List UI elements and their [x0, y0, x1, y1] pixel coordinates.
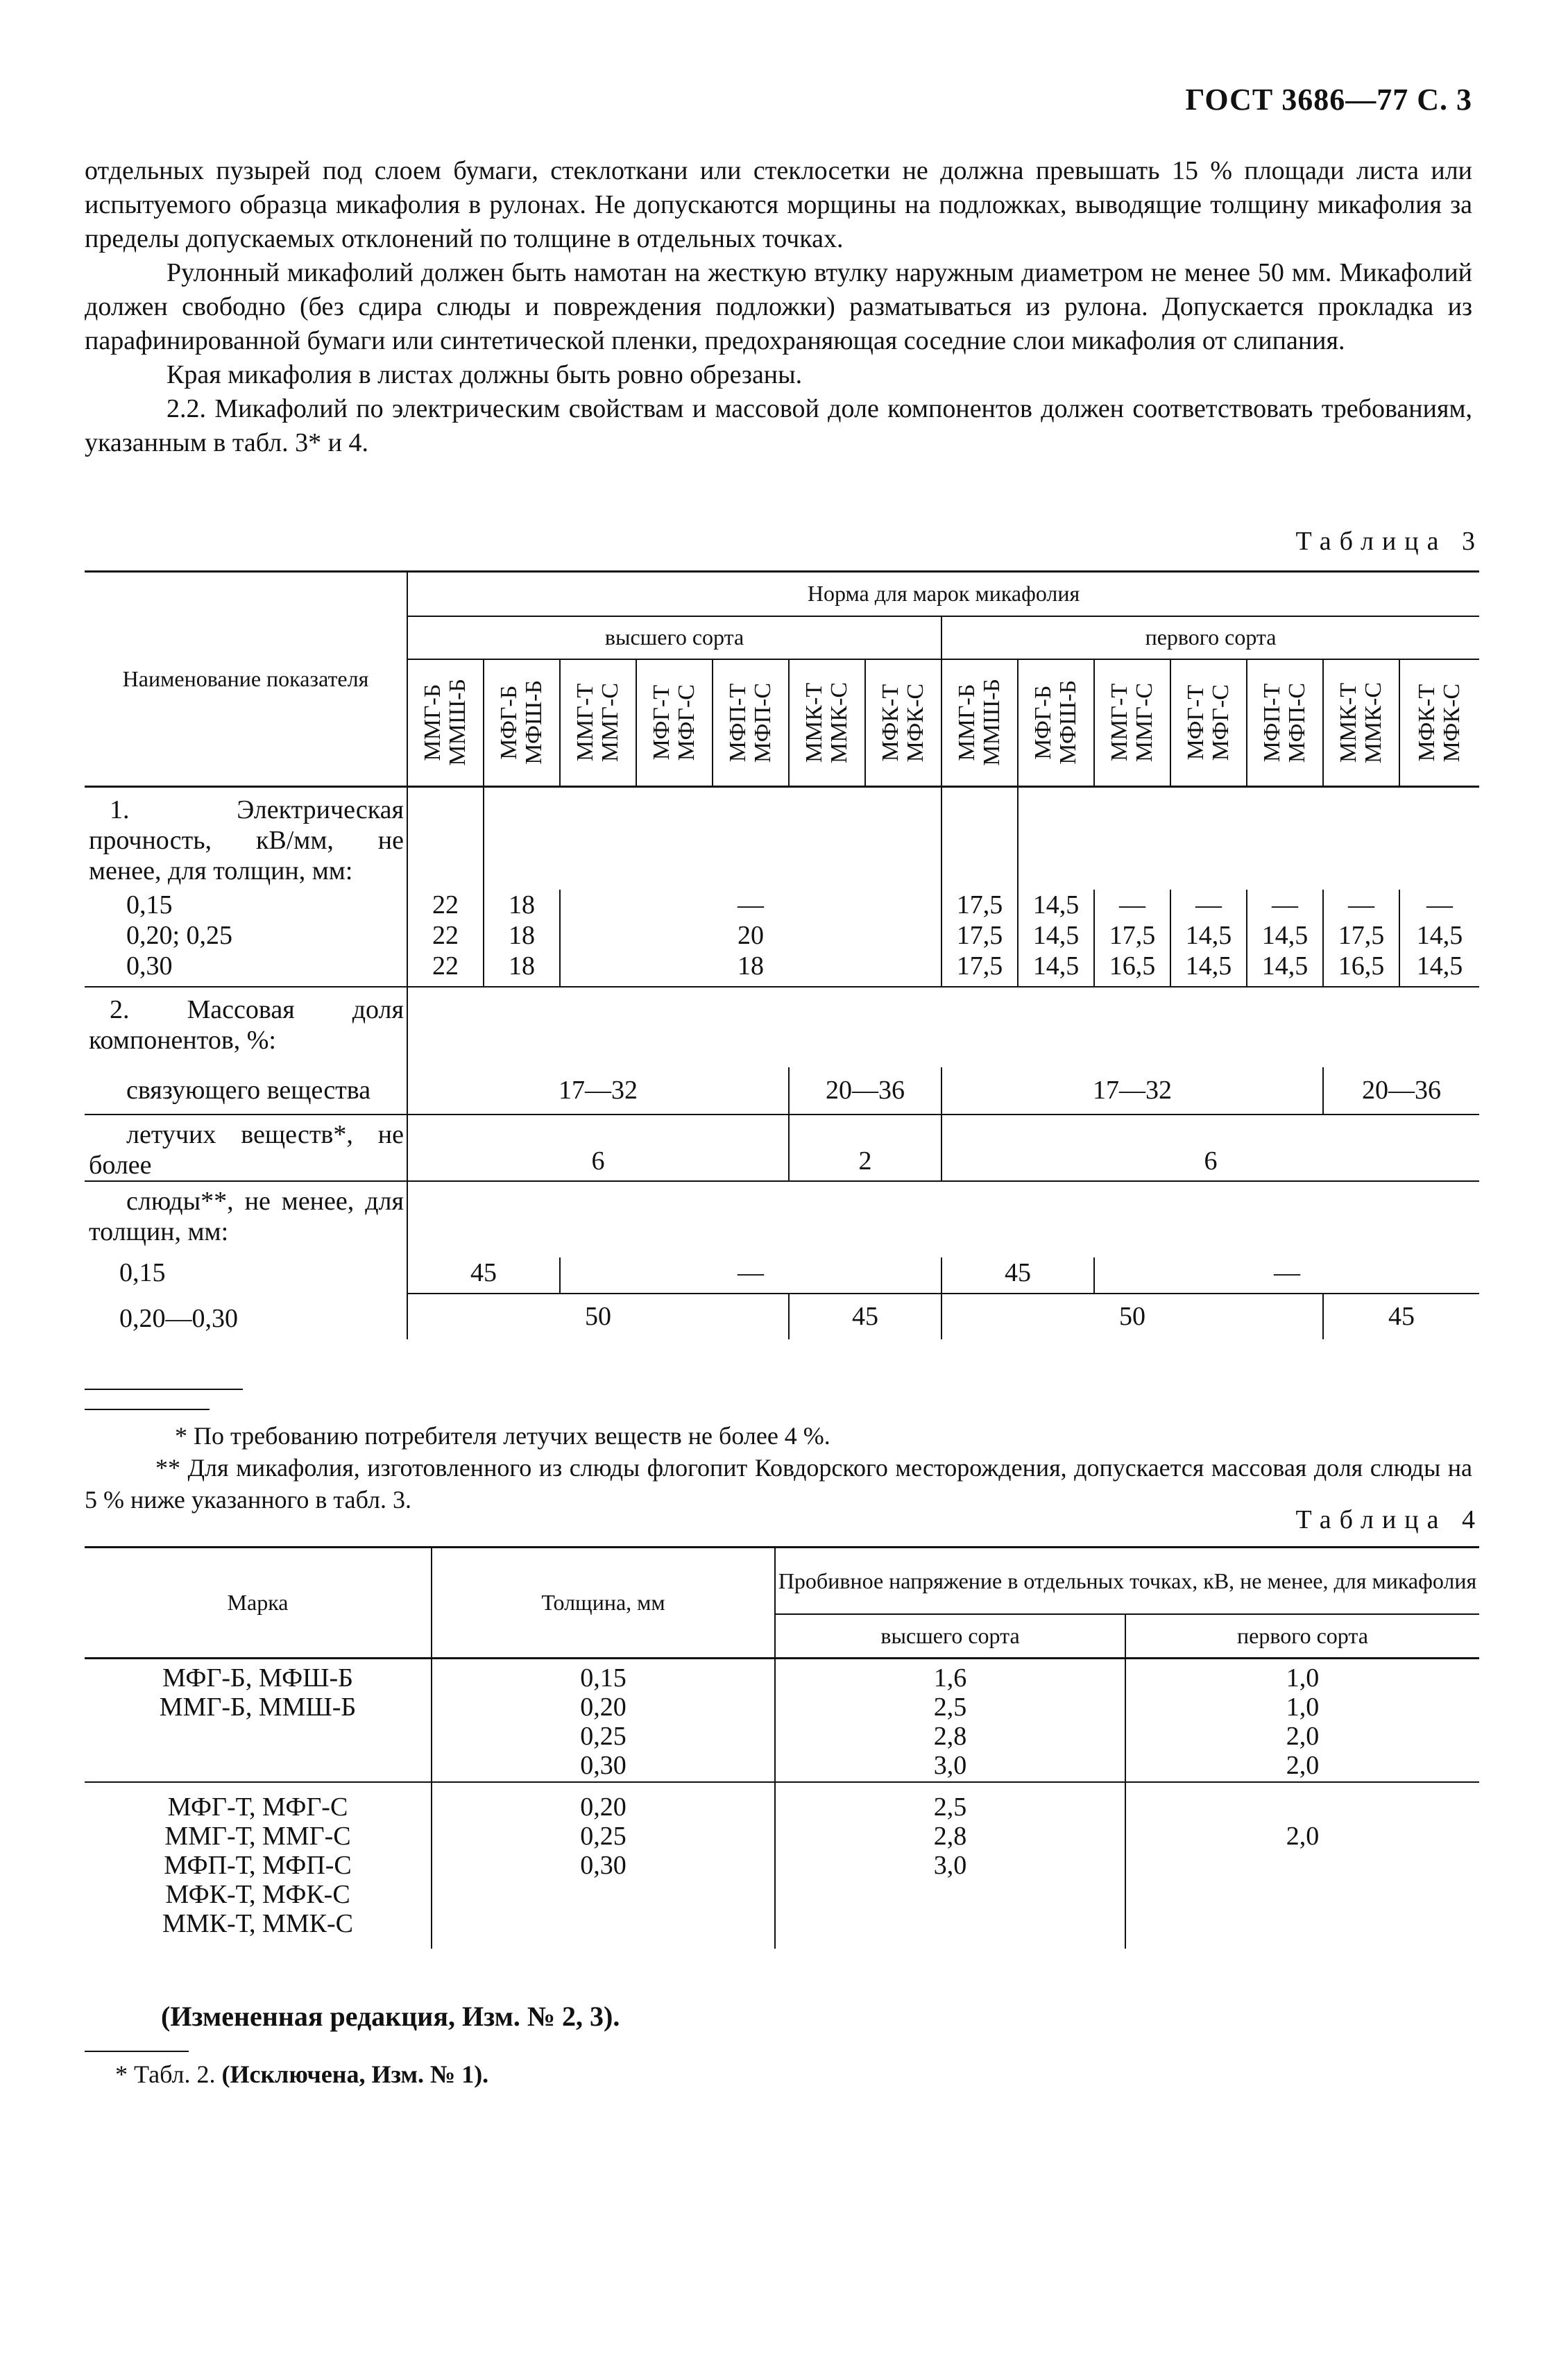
t3-mark-label: МФК-Т МФК-С — [878, 683, 928, 762]
t3-cell: 45 — [407, 1257, 560, 1294]
t4-mark-header: Марка — [85, 1548, 432, 1659]
t3-mark-label: МФГ-Б МФШ-Б — [1030, 680, 1081, 765]
t3-cell: 17—32 — [559, 1076, 638, 1105]
t3-grade-first: первого сорта — [941, 616, 1479, 659]
bottom-footnote-separator — [85, 2051, 189, 2052]
t3-cell: 18 — [509, 951, 535, 981]
t3-mica-label-text: слюды**, не менее, для толщин, мм: — [89, 1186, 404, 1246]
t3-cell: — — [560, 1257, 941, 1294]
t3-norm-header: Норма для марок микафолия — [407, 572, 1479, 616]
t4-voltage-header: Пробивное напряжение в отдельных точках, кВ, не менее, для микафолия — [775, 1548, 1479, 1614]
t3-mark-header — [407, 659, 484, 787]
t3-mark-label: МФГ-Б МФШ-Б — [496, 680, 547, 765]
t4-mark: ММК-Т, ММК-С — [162, 1908, 353, 1938]
t3-cell: 20 — [560, 920, 941, 951]
t4-cell: 0,15 — [580, 1663, 627, 1693]
t3-param-header — [85, 572, 407, 787]
t4-mark: МФП-Т, МФП-С — [164, 1850, 352, 1880]
t3-row1-title-text: 1. Электрическая прочность, кВ/мм, не менее, для толщин, мм: — [89, 795, 404, 885]
t4-cell: 0,25 — [580, 1821, 627, 1851]
t4-group2-thick — [432, 1782, 775, 1949]
t3-cell: 17,5 — [941, 920, 1018, 951]
t4-cell: 2,0 — [1286, 1722, 1320, 1751]
t3-cell: 50 — [941, 1294, 1323, 1339]
t4-mark: МФГ-Т, МФГ-С — [167, 1792, 348, 1822]
t3-cell: 14,5 — [1170, 920, 1247, 951]
t3-mark-header — [1399, 659, 1479, 787]
t3-cell: 45 — [941, 1257, 1094, 1294]
t3-mark-header — [1247, 659, 1323, 787]
t4-cell: 3,0 — [933, 1850, 967, 1880]
t4-cell: 0,25 — [580, 1722, 627, 1751]
t3-cell: 14,5 — [1018, 951, 1094, 987]
t3-row2-title-text: 2. Массовая доля компонентов, %: — [89, 994, 404, 1055]
footnote-separator — [85, 1409, 210, 1410]
t4-thick-header: Толщина, мм — [432, 1548, 775, 1659]
t3-mark-header — [1094, 659, 1170, 787]
t3-grade-high: высшего сорта — [407, 616, 941, 659]
t3-row2-title — [85, 987, 407, 1067]
t3-cell: 14,5 — [1018, 920, 1094, 951]
t3-mark-label: ММГ-Б ММШ-Б — [954, 679, 1005, 767]
t3-cell: 45 — [789, 1294, 941, 1339]
t3-cell: 14,5 — [1416, 951, 1463, 981]
t4-cell: 0,20 — [580, 1693, 627, 1722]
t4-mark: ММГ-Т, ММГ-С — [164, 1821, 351, 1851]
paragraph-2: Рулонный микафолий должен быть намотан на жесткую втулку наружным диаметром не менее 50 мм. Микафолий должен свободно (без сдира слюды и повреждения подложки) разматываться из рулона. Допускается прокладка из парафинированной бумаги или синтетической пленки, предохраняющая соседние слои микафолия от слипания. — [85, 258, 1472, 355]
t3-cell: — — [1426, 890, 1454, 919]
t4-cell: 2,8 — [933, 1722, 967, 1751]
t4-cell: 0,30 — [580, 1850, 627, 1880]
table3 — [85, 570, 1479, 1339]
t3-cell: — — [1247, 890, 1323, 920]
t4-cell: 1,0 — [1286, 1663, 1320, 1693]
t3-cell: 17,5 — [941, 890, 1018, 920]
t3-cell: 14,5 — [1018, 890, 1094, 920]
page-header: ГОСТ 3686—77 С. 3 — [1185, 83, 1472, 117]
t3-cell: 17—32 — [1093, 1076, 1172, 1105]
bottom-footnote — [115, 2058, 488, 2090]
t3-cell: 22 — [407, 920, 484, 951]
t3-mark-header — [713, 659, 789, 787]
t3-cell: 18 — [509, 920, 535, 950]
t3-cell: 18 — [560, 951, 941, 987]
t3-cell: — — [1274, 1257, 1301, 1287]
t3-cell: 20—36 — [1323, 1067, 1479, 1115]
t3-mark-label: МФК-Т МФК-С — [1414, 683, 1465, 762]
t3-thick-1: 0,15 — [85, 890, 407, 920]
t3-mark-header — [865, 659, 941, 787]
t4-group1-first — [1125, 1659, 1479, 1782]
t3-cell: 6 — [407, 1115, 789, 1181]
t3-mark-header — [941, 659, 1018, 787]
revision-note: (Измененная редакция, Изм. № 2, 3). — [161, 2001, 620, 2032]
t4-group2-high — [775, 1782, 1125, 1949]
t4-cell: 2,0 — [1286, 1751, 1320, 1780]
t3-mark-label: МФП-Т МФП-С — [1259, 682, 1310, 763]
bottom-footnote-prefix: * Табл. 2. — [115, 2060, 222, 2088]
paragraph-3: Края микафолия в листах должны быть ровно обрезаны. — [167, 360, 803, 389]
paragraph-1: отдельных пузырей под слоем бумаги, стеклоткани или стеклосетки не должна превышать 15 % площади листа или испытуемого образца микафолия в рулонах. Не допускаются морщины на подложках, выводящие толщину микафолия за пределы допускаемых отклонений по толщине в отдельных точках. — [85, 156, 1472, 253]
t4-group1-marks — [85, 1659, 432, 1782]
t3-mark-header — [560, 659, 636, 787]
t3-cell: 17,5 — [1094, 920, 1170, 951]
t3-cell: 45 — [1323, 1294, 1479, 1339]
t3-cell: 18 — [509, 890, 535, 919]
t3-cell: 2 — [789, 1115, 941, 1181]
t3-cell: 16,5 — [1323, 951, 1399, 987]
t3-cell: 6 — [941, 1115, 1479, 1181]
t4-cell: 2,5 — [933, 1693, 967, 1722]
t3-row1-title — [85, 787, 407, 890]
t3-cell: 22 — [407, 890, 484, 920]
t4-group2-marks — [85, 1782, 432, 1949]
t3-cell: — — [560, 890, 941, 920]
t3-mark-label: ММК-Т ММК-С — [1336, 681, 1386, 763]
t4-high-header: высшего сорта — [775, 1614, 1125, 1659]
t3-thick-3: 0,30 — [85, 951, 407, 987]
t3-mark-label: ММГ-Т ММГ-С — [572, 683, 623, 763]
t3-param-header-text: Наименование показателя — [122, 666, 369, 691]
t3-cell: — — [1170, 890, 1247, 920]
t3-thick-2: 0,20; 0,25 — [85, 920, 407, 951]
t3-cell: 14,5 — [1170, 951, 1247, 987]
t3-mark-label: ММК-Т ММК-С — [801, 681, 852, 763]
paragraph-4: 2.2. Микафолий по электрическим свойствам и массовой доле компонентов должен соответствовать требованиям, указанным в табл. 3* и 4. — [85, 394, 1472, 457]
t4-cell: 1,6 — [933, 1663, 967, 1693]
t3-footnote-1: * По требованию потребителя летучих веществ не более 4 %. — [175, 1422, 830, 1450]
t3-mark-label: МФП-Т МФП-С — [725, 682, 776, 763]
t3-volatile-label-text: летучих веществ*, не более — [89, 1119, 404, 1180]
t3-mark-header — [1170, 659, 1247, 787]
t3-cell: 22 — [407, 951, 484, 987]
t3-footnote-2: ** Для микафолия, изготовленного из слюды флогопит Ковдорского месторождения, допускается массовая доля слюды на 5 % ниже указанного в табл. 3. — [85, 1454, 1472, 1514]
t3-cell: 14,5 — [1416, 920, 1463, 950]
t4-cell: 0,20 — [580, 1792, 627, 1822]
t3-mark-label: ММГ-Б ММШ-Б — [420, 679, 470, 767]
t3-footnotes — [85, 1420, 1472, 1516]
bottom-footnote-bold: (Исключена, Изм. № 1). — [221, 2060, 489, 2088]
t3-mark-header — [789, 659, 865, 787]
t4-cell: 3,0 — [933, 1751, 967, 1780]
t3-cell: 14,5 — [1247, 920, 1323, 951]
t4-group2-first: 2,0 — [1286, 1821, 1320, 1851]
t3-mark-label: ММГ-Т ММГ-С — [1107, 683, 1157, 763]
t3-cell: 17,5 — [1323, 920, 1399, 951]
t4-mark: МФГ-Б, МФШ-Б — [162, 1663, 353, 1693]
t4-group1-thick — [432, 1659, 775, 1782]
table4 — [85, 1546, 1479, 1949]
t3-cell: 14,5 — [1247, 951, 1323, 987]
t4-group1-high — [775, 1659, 1125, 1782]
t4-cell: 2,8 — [933, 1821, 967, 1851]
t3-binder-label: связующего вещества — [85, 1067, 407, 1115]
t3-mark-header — [1323, 659, 1399, 787]
t3-cell: 50 — [407, 1294, 789, 1339]
body-text — [85, 154, 1472, 460]
t4-cell: 2,5 — [933, 1792, 967, 1822]
t3-cell: 16,5 — [1094, 951, 1170, 987]
t4-mark: МФК-Т, МФК-С — [165, 1879, 350, 1909]
table3-caption: Таблица 3 — [1295, 527, 1483, 556]
t3-mica-label — [85, 1181, 407, 1257]
t3-mark-header — [1018, 659, 1094, 787]
t3-mica-t2: 0,20—0,30 — [85, 1294, 407, 1339]
t3-cell: — — [1323, 890, 1399, 920]
t4-cell: 0,30 — [580, 1751, 627, 1780]
t3-cell: 20—36 — [789, 1067, 941, 1115]
t4-first-header: первого сорта — [1125, 1614, 1479, 1659]
t3-mark-header — [636, 659, 713, 787]
t4-mark: ММГ-Б, ММШ-Б — [159, 1693, 357, 1722]
t4-cell: 1,0 — [1286, 1693, 1320, 1722]
table4-caption: Таблица 4 — [1295, 1505, 1483, 1534]
table3-end-rule — [85, 1389, 243, 1390]
t3-mark-header — [484, 659, 560, 787]
t3-cell: 17,5 — [941, 951, 1018, 987]
t3-mark-label: МФГ-Т МФГ-С — [1183, 684, 1234, 761]
t3-mark-label: МФГ-Т МФГ-С — [649, 684, 699, 761]
t3-volatile-label — [85, 1115, 407, 1181]
t3-mica-t1: 0,15 — [85, 1257, 407, 1294]
t3-cell: — — [1094, 890, 1170, 920]
